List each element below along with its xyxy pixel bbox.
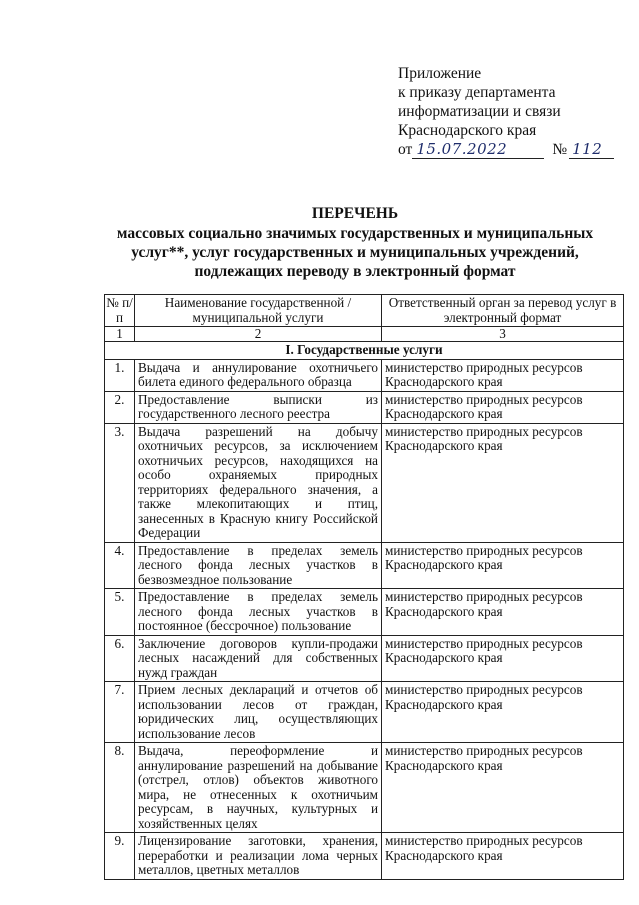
table-row — [105, 635, 624, 682]
responsible-body: министерство природных ресурсов Краснодарского края — [382, 743, 624, 833]
appendix-line: к приказу департамента — [398, 84, 556, 101]
table-row — [105, 391, 624, 423]
responsible-body: министерство природных ресурсов Краснодарского края — [382, 833, 624, 880]
section-title: I. Государственные услуги — [105, 342, 624, 360]
heading-line: подлежащих переводу в электронный формат — [194, 263, 516, 280]
row-number: 2. — [105, 391, 135, 423]
row-number: 1. — [105, 359, 135, 391]
appendix-block — [398, 64, 628, 159]
column-index: 3 — [382, 327, 624, 342]
appendix-line: Приложение — [398, 65, 482, 82]
handwritten-number: 112 — [569, 141, 614, 159]
row-number: 6. — [105, 635, 135, 682]
column-index: 2 — [135, 327, 382, 342]
table-row — [105, 423, 624, 542]
row-number: 9. — [105, 833, 135, 880]
table-row — [105, 743, 624, 833]
responsible-body: министерство природных ресурсов Краснодарского края — [382, 589, 624, 636]
service-name: Заключение договоров купли-продажи лесных насаждений для собственных нужд граждан — [135, 635, 382, 682]
row-number: 4. — [105, 542, 135, 589]
responsible-body: министерство природных ресурсов Краснодарского края — [382, 391, 624, 423]
service-name: Выдача и аннулирование охотничьего билета единого федерального образца — [135, 359, 382, 391]
service-name: Выдача, переоформление и аннулирование разрешений на добывание (отстрел, отлов) объектов животного мира, не отнесенных к охотничьим ресурсам, в научных, культурных и хозяйственных целях — [135, 743, 382, 833]
responsible-body: министерство природных ресурсов Краснодарского края — [382, 542, 624, 589]
heading-line: услуг**, услуг государственных и муниципальных учреждений, — [131, 244, 579, 261]
date-prefix: от — [398, 141, 413, 158]
service-name: Прием лесных деклараций и отчетов об использовании лесов от граждан, юридических лиц, осуществляющих использование лесов — [135, 682, 382, 743]
section-row — [105, 342, 624, 360]
table-row — [105, 542, 624, 589]
header-service-name: Наименование государственной / муниципальной услуги — [135, 295, 382, 327]
service-name: Предоставление выписки из государственного лесного реестра — [135, 391, 382, 423]
appendix-line: Краснодарского края — [398, 122, 537, 139]
table-row — [105, 359, 624, 391]
table-header-row — [105, 295, 624, 327]
column-index-row — [105, 327, 624, 342]
order-date-number — [398, 140, 628, 159]
responsible-body: министерство природных ресурсов Краснодарского края — [382, 635, 624, 682]
number-sign: № — [552, 141, 568, 158]
header-number: № п/п — [106, 295, 133, 325]
row-number: 3. — [105, 423, 135, 542]
responsible-body: министерство природных ресурсов Краснодарского края — [382, 423, 624, 542]
appendix-line: информатизации и связи — [398, 103, 561, 120]
table-row — [105, 682, 624, 743]
responsible-body: министерство природных ресурсов Краснодарского края — [382, 359, 624, 391]
table-row — [105, 589, 624, 636]
services-table — [104, 294, 624, 880]
row-number: 8. — [105, 743, 135, 833]
service-name: Выдача разрешений на добычу охотничьих ресурсов, за исключением охотничьих ресурсов, находящихся на особо охраняемых природных территориях федерального значения, а также млекопитающих и птиц, занесенных в Красную книгу Российской Федерации — [135, 423, 382, 542]
row-number: 5. — [105, 589, 135, 636]
service-name: Лицензирование заготовки, хранения, переработки и реализации лома черных металлов, цветных металлов — [135, 833, 382, 880]
column-index: 1 — [105, 327, 135, 342]
service-name: Предоставление в пределах земель лесного фонда лесных участков в постоянное (бессрочное) пользование — [135, 589, 382, 636]
responsible-body: министерство природных ресурсов Краснодарского края — [382, 682, 624, 743]
table-row — [105, 833, 624, 880]
header-responsible-body: Ответственный орган за перевод услуг в электронный формат — [382, 295, 624, 327]
heading-line: массовых социально значимых государственных и муниципальных — [116, 225, 594, 242]
service-name: Предоставление в пределах земель лесного фонда лесных участков в безвозмездное пользование — [135, 542, 382, 589]
row-number: 7. — [105, 682, 135, 743]
handwritten-date: 15.07.2022 — [412, 141, 544, 159]
document-title: ПЕРЕЧЕНЬ — [311, 205, 399, 222]
document-heading — [100, 204, 610, 281]
